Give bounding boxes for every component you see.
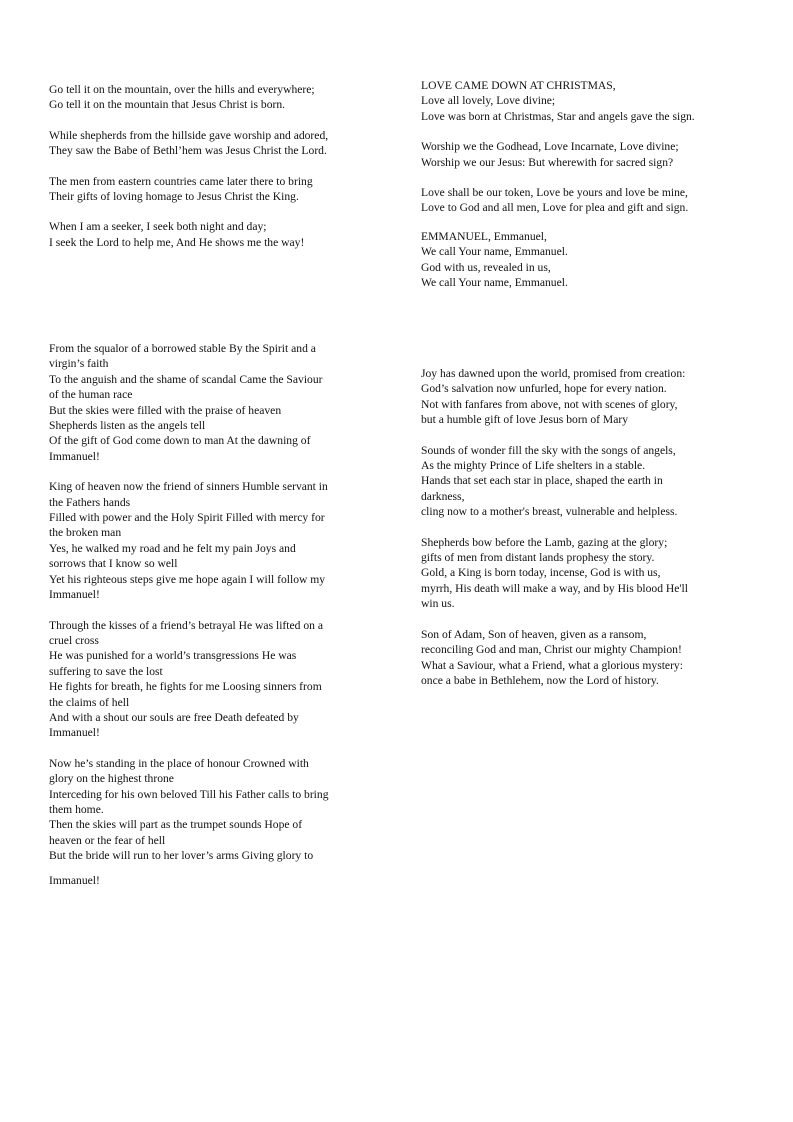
verse: Go tell it on the mountain, over the hills and everywhere; Go tell it on the mountain that Jesus Christ is born. — [49, 83, 315, 112]
song-go-tell-it-on-the-mountain — [49, 82, 379, 250]
verse: Through the kisses of a friend’s betrayal He was lifted on a cruel cross He was punished for a world’s transgressions He was suffering to save the lost He fights for breath, he fights for me Loosing sinners from the claims of hell And with a shout our souls are free Death defeated by Immanuel! — [49, 618, 323, 740]
verse: While shepherds from the hillside gave worship and adored, They saw the Babe of Bethl’hem was Jesus Christ the Lord. — [49, 128, 329, 158]
verse: The men from eastern countries came later there to bring Their gifts of loving homage to Jesus Christ the King. — [49, 174, 313, 204]
verse: From the squalor of a borrowed stable By the Spirit and a virgin’s faith To the anguish and the shame of scandal Came the Saviour of the human race But the skies were filled with the praise of heaven Shepherds listen as the angels tell Of the gift of God come down to man At the dawning of Immanuel! — [49, 342, 323, 463]
verse: Joy has dawned upon the world, promised from creation: God’s salvation now unfurled, hope for every nation. Not with fanfares from above, not with scenes of glory, but a humble gift of love Jesus born of Mary — [421, 367, 686, 427]
chorus-emmanuel: EMMANUEL, Emmanuel, We call Your name, Emmanuel. God with us, revealed in us, We call Your name, Emmanuel. — [421, 229, 568, 290]
verse: King of heaven now the friend of sinners Humble servant in the Fathers hands Filled with power and the Holy Spirit Filled with mercy for the broken man Yes, he walked my road and he felt my pain Joys and sorrows that I know so well Yet his righteous steps give me hope again I will follow my Immanuel! — [49, 480, 328, 602]
verse: Sounds of wonder fill the sky with the songs of angels, As the mighty Prince of Life shelters in a stable. Hands that set each star in place, shaped the earth in darkness, cling now to a mother's breast, vulnerable and helpless. — [421, 443, 678, 519]
song-love-came-down-at-christmas — [421, 78, 766, 290]
verse: Worship we the Godhead, Love Incarnate, Love divine; Worship we our Jesus: But wherewith for sacred sign? — [421, 140, 679, 169]
verse-final-line: Immanuel! — [49, 873, 100, 887]
verse: Now he’s standing in the place of honour Crowned with glory on the highest throne Interceding for his own beloved Till his Father calls to bring them home. Then the skies will part as the trumpet sounds Hope of heaven or the fear of hell But the bride will run to her lover’s arms Giving glory to — [49, 756, 329, 863]
verse: When I am a seeker, I seek both night and day; I seek the Lord to help me, And He shows me the way! — [49, 220, 305, 249]
verse: Shepherds bow before the Lamb, gazing at the glory; gifts of men from distant lands prophesy the story. Gold, a King is born today, incense, God is with us, myrrh, His death will make a way, and by His blood He'll win us. — [421, 535, 688, 611]
song-immanuel — [49, 341, 374, 888]
verse: LOVE CAME DOWN AT CHRISTMAS, Love all lovely, Love divine; Love was born at Christmas, Star and angels gave the sign. — [421, 79, 695, 123]
song-joy-has-dawned — [421, 366, 741, 688]
verse: Love shall be our token, Love be yours and love be mine, Love to God and all men, Love for plea and gift and sign. — [421, 186, 689, 215]
verse: Son of Adam, Son of heaven, given as a ransom, reconciling God and man, Christ our mighty Champion! What a Saviour, what a Friend, what a glorious mystery: once a babe in Bethlehem, now the Lord of history. — [421, 627, 683, 687]
